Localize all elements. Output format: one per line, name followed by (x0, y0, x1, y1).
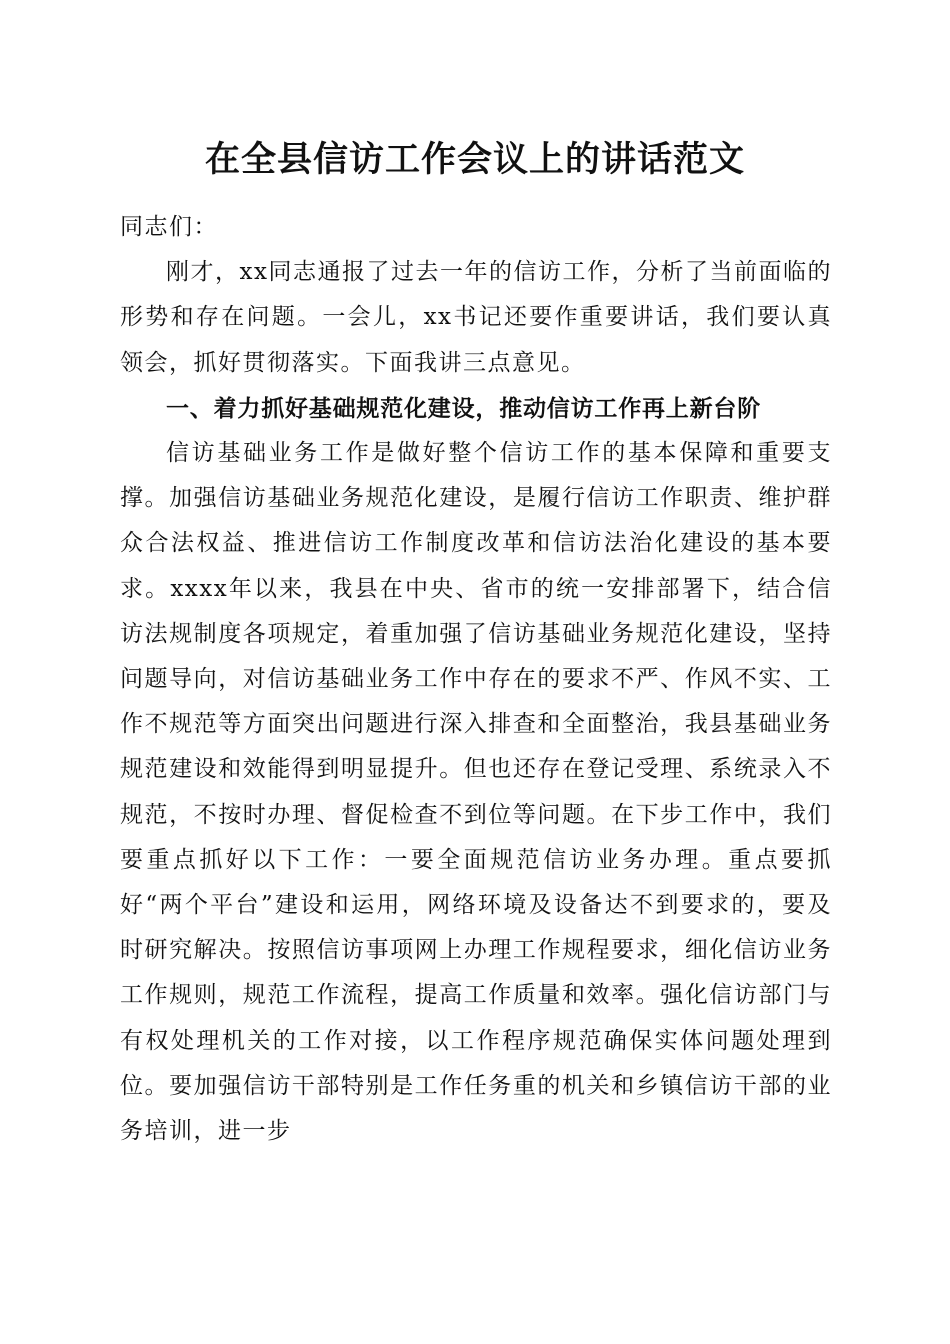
document-body (120, 205, 832, 1154)
salutation: 同志们： (120, 214, 218, 240)
document-title: 在全县信访工作会议上的讲话范文 (204, 139, 745, 180)
opening-paragraph: 刚才，xx同志通报了过去一年的信访工作，分析了当前面临的形势和存在问题。一会儿，xx书记还要作重要讲话，我们要认真领会，抓好贯彻落实。下面我讲三点意见。 (120, 259, 832, 376)
section-heading-1: 一、着力抓好基础规范化建设，推动信访工作再上新台阶 (166, 394, 761, 422)
section-paragraph-1: 信访基础业务工作是做好整个信访工作的基本保障和重要支撑。加强信访基础业务规范化建设，是履行信访工作职责、维护群众合法权益、推进信访工作制度改革和信访法治化建设的基本要求。xxxx年以来，我县在中央、省市的统一安排部署下，结合信访法规制度各项规定，着重加强了信访基础业务规范化建设，坚持问题导向，对信访基础业务工作中存在的要求不严、作风不实、工作不规范等方面突出问题进行深入排查和全面整治，我县基础业务规范建设和效能得到明显提升。但也还存在登记受理、系统录入不规范，不按时办理、督促检查不到位等问题。在下步工作中，我们要重点抓好以下工作：一要全面规范信访业务办理。重点要抓好“两个平台”建设和运用，网络环境及设备达不到要求的，要及时研究解决。按照信访事项网上办理工作规程要求，细化信访业务工作规则，规范工作流程，提高工作质量和效率。强化信访部门与有权处理机关的工作对接，以工作程序规范确保实体问题处理到位。要加强信访干部特别是工作任务重的机关和乡镇信访干部的业务培训，进一步 (120, 440, 832, 1145)
